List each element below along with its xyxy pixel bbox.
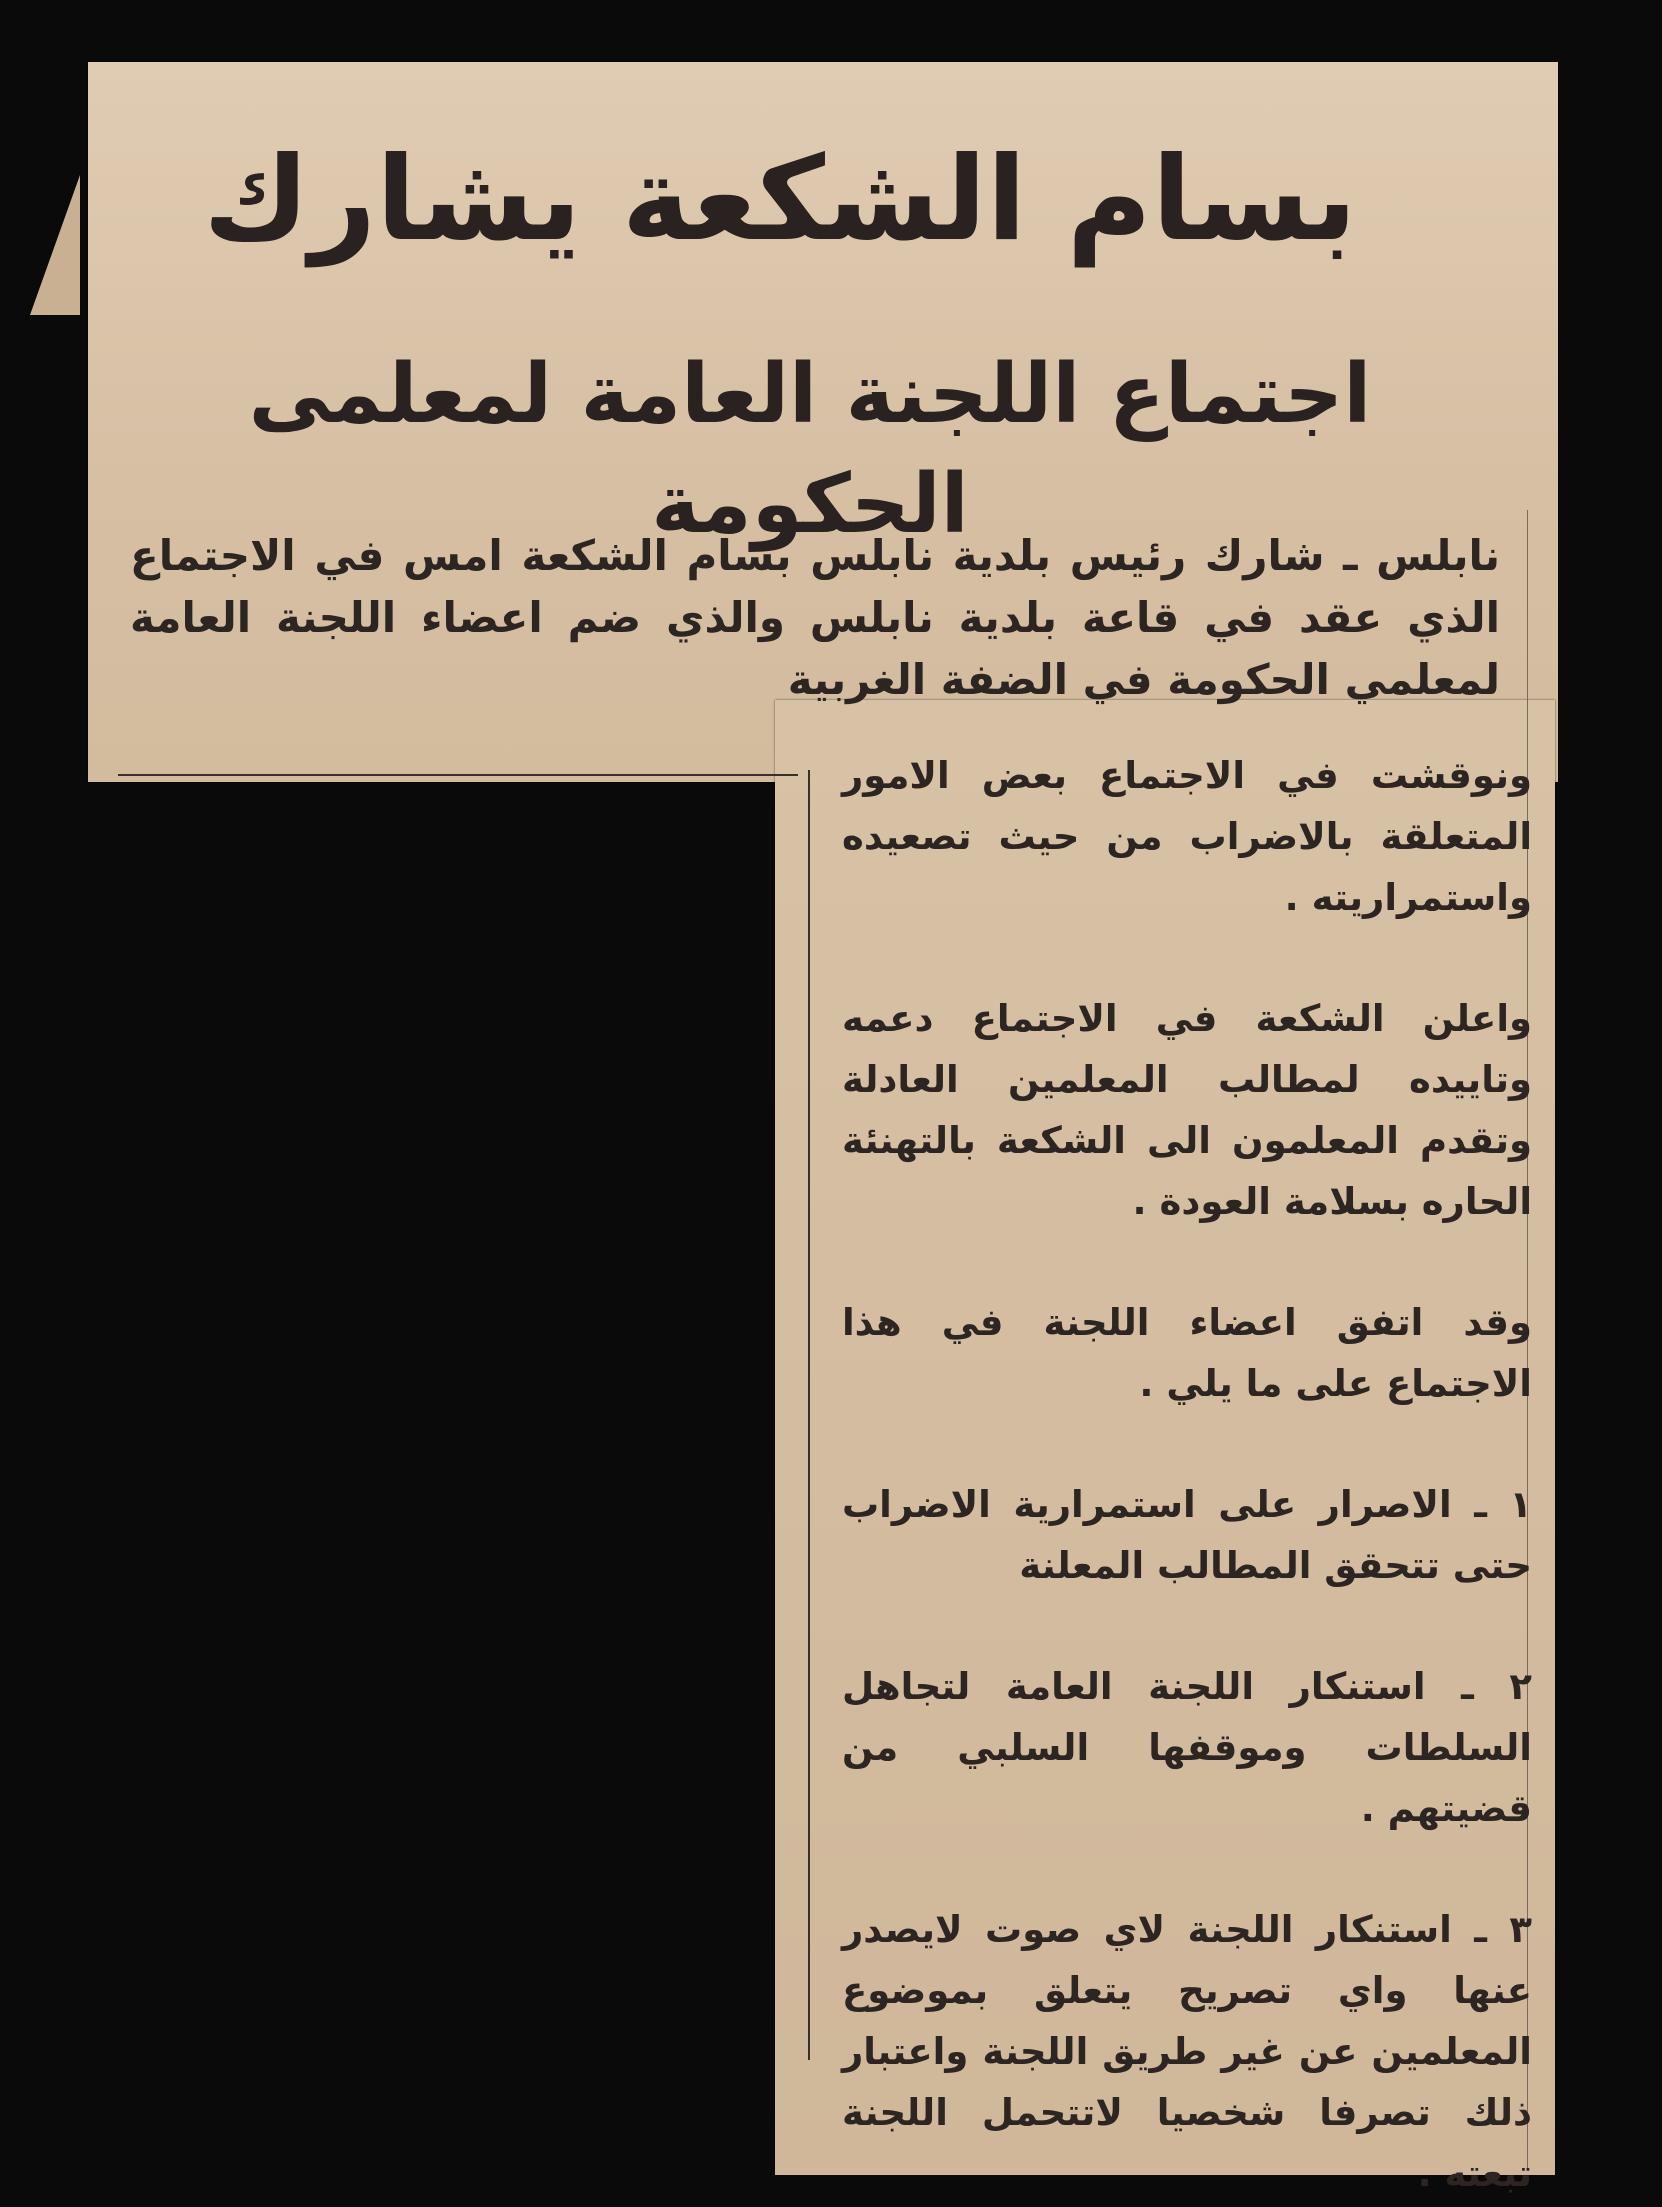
paragraph-gap: [842, 1839, 1532, 1899]
headline: بسام الشكعة يشارك: [203, 132, 1357, 267]
paragraph-discussion: ونوقشت في الاجتماع بعض الامور المتعلقة بالاضراب من حيث تصعيده واستمراريته .: [842, 754, 1532, 919]
resolution-item-3: ٣ ـ استنكار اللجنة لاي صوت لايصدر عنها واي تصريح يتعلق بموضوع المعلمين عن غير طريق اللجنة واعتبار ذلك تصرفا شخصيا لاتتحمل اللجنة تبعته .: [842, 1908, 1532, 2195]
horizontal-divider: [118, 774, 798, 776]
resolution-item-1: ١ ـ الاصرار على استمرارية الاضراب حتى تتحقق المطالب المعلنة: [842, 1483, 1532, 1587]
resolution-item-2: ٢ ـ استنكار اللجنة العامة لتجاهل السلطات وموقفها السلبي من قضيتهم .: [842, 1665, 1532, 1830]
paragraph-gap: [842, 1232, 1532, 1292]
lead-paragraph: نابلس ـ شارك رئيس بلدية نابلس بسام الشكعة امس في الاجتماع الذي عقد في قاعة بلدية نابلس والذي ضم اعضاء اللجنة العامة لمعلمي الحكومة في الضفة الغربية: [130, 531, 1500, 704]
paragraph-gap: [842, 928, 1532, 988]
column-left-divider: [808, 770, 810, 2060]
paragraph-gap: [842, 1596, 1532, 1656]
subheadline: اجتماع اللجنة العامة لمعلمى الحكومة: [248, 347, 1372, 552]
article-body: [842, 745, 1532, 2204]
paragraph-gap: [842, 1414, 1532, 1474]
paragraph-support: واعلن الشكعة في الاجتماع دعمه وتاييده لمطالب المعلمين العادلة وتقدم المعلمون الى الشكعة بالتهنئة الحاره بسلامة العودة .: [842, 997, 1532, 1223]
torn-paper-corner: [30, 175, 80, 315]
paragraph-agreement: وقد اتفق اعضاء اللجنة في هذا الاجتماع على ما يلي .: [842, 1301, 1532, 1405]
